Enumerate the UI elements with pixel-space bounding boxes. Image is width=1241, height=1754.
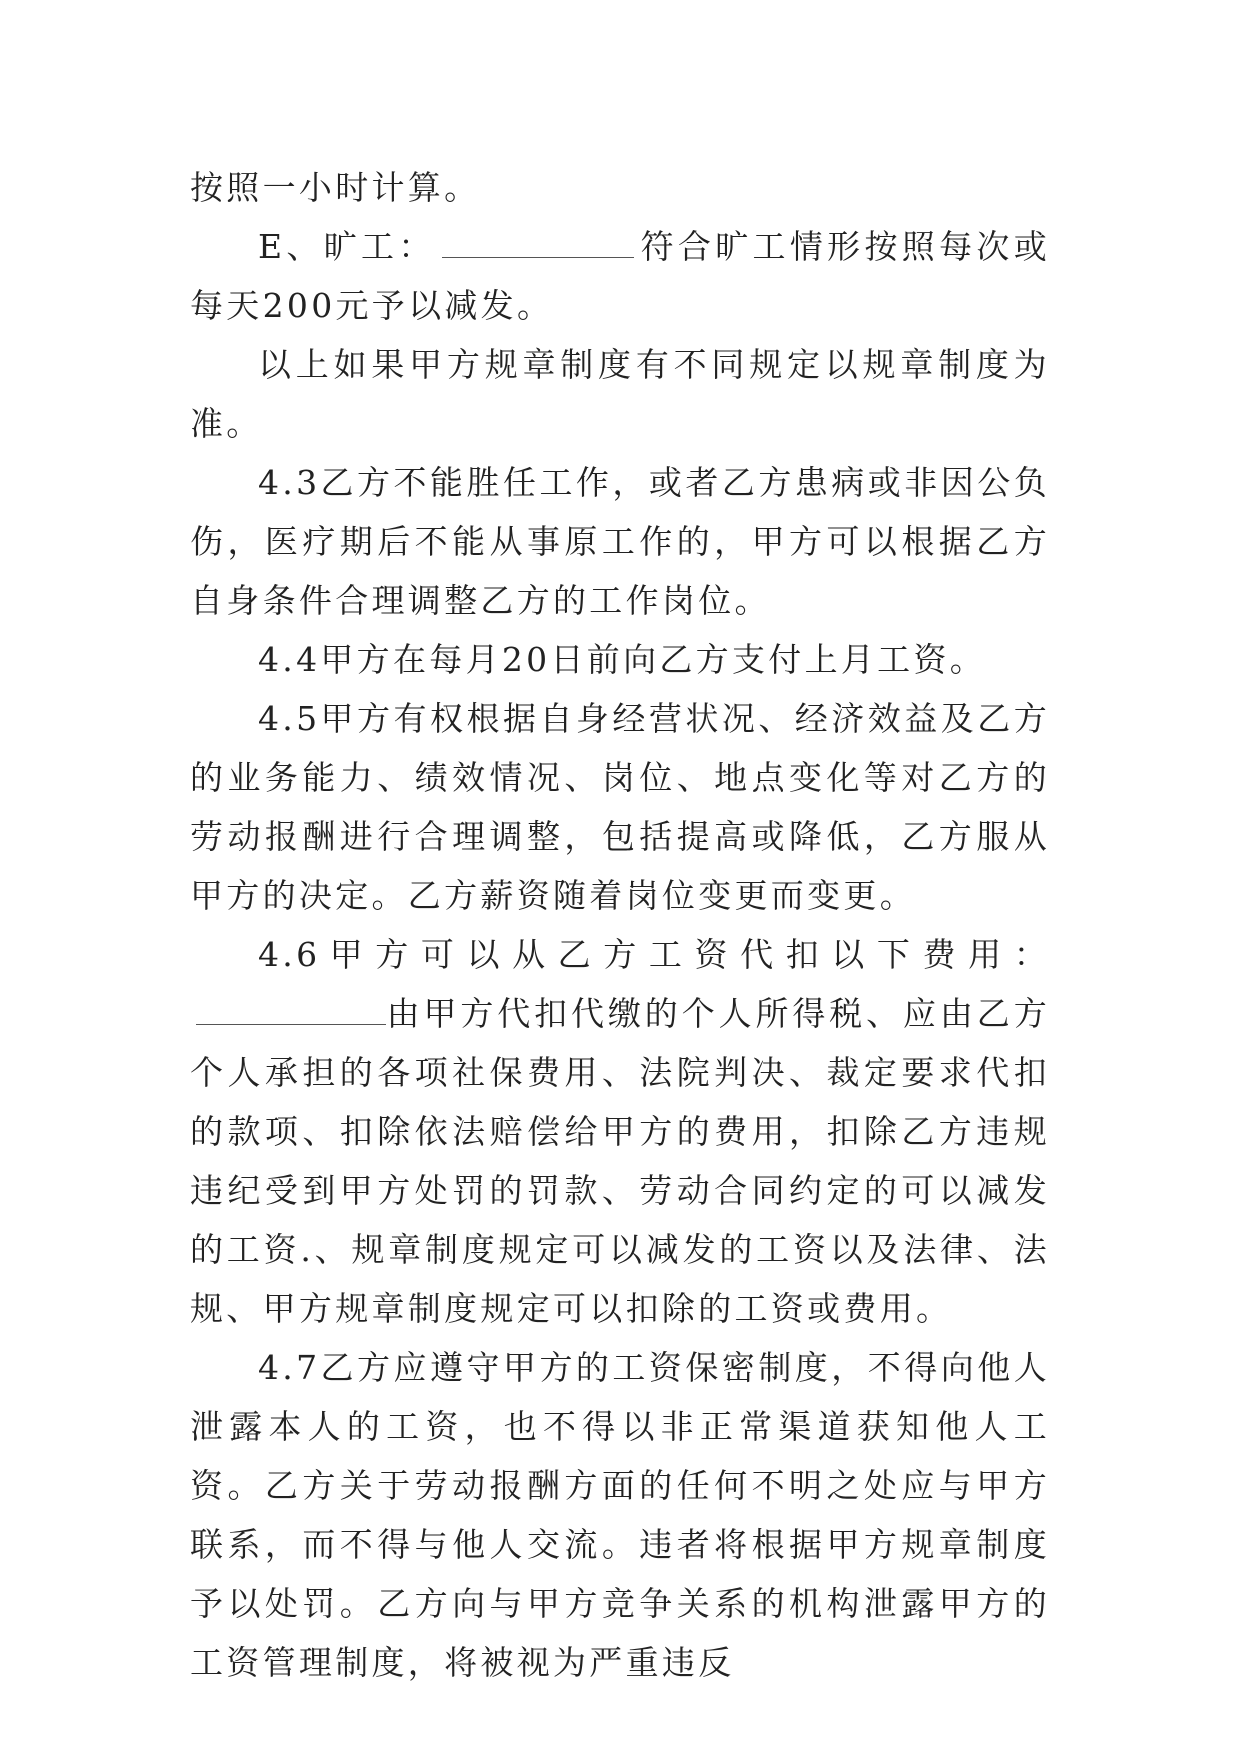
paragraph-absence [190,217,1050,335]
paragraph-continuation [190,158,1050,217]
fill-in-blank[interactable] [442,231,634,258]
paragraph-4-6 [190,925,1050,1338]
paragraph-text: 以上如果甲方规章制度有不同规定以规章制度为准。 [190,345,1050,443]
paragraph-text: 4.5甲方有权根据自身经营状况、经济效益及乙方的业务能力、绩效情况、岗位、地点变化等对乙方的劳动报酬进行合理调整，包括提高或降低，乙方服从甲方的决定。乙方薪资随着岗位变更而变更。 [190,699,1050,915]
paragraph-text: 按照一小时计算。 [190,168,481,207]
paragraph-4-4 [190,630,1050,689]
paragraph-text: 符合旷工情形按照每次或每天200元予以减发。 [190,227,1050,325]
document-body [190,158,1050,1692]
paragraph-4-5 [190,689,1050,925]
paragraph-text: 由甲方代扣代缴的个人所得税、应由乙方个人承担的各项社保费用、法院判决、裁定要求代扣的款项、扣除依法赔偿给甲方的费用，扣除乙方违规违纪受到甲方处罚的罚款、劳动合同约定的可以减发的工资.、规章制度规定可以减发的工资以及法律、法规、甲方规章制度规定可以扣除的工资或费用。 [190,994,1050,1328]
paragraph-text: 4.4甲方在每月20日前向乙方支付上月工资。 [258,640,987,679]
fill-in-blank[interactable] [196,998,386,1025]
paragraph-text: 4.6甲方可以从乙方工资代扣以下费用： [258,935,1050,974]
paragraph-text: 4.3乙方不能胜任工作，或者乙方患病或非因公负伤，医疗期后不能从事原工作的，甲方可以根据乙方自身条件合理调整乙方的工作岗位。 [190,463,1050,620]
paragraph-text: 4.7乙方应遵守甲方的工资保密制度，不得向他人泄露本人的工资，也不得以非正常渠道获知他人工资。乙方关于劳动报酬方面的任何不明之处应与甲方联系，而不得与他人交流。违者将根据甲方规章制度予以处罚。乙方向与甲方竞争关系的机构泄露甲方的工资管理制度，将被视为严重违反 [190,1348,1050,1682]
paragraph-text: E、旷工： [258,227,436,266]
paragraph-rules-priority [190,335,1050,453]
paragraph-4-7 [190,1338,1050,1692]
paragraph-4-3 [190,453,1050,630]
